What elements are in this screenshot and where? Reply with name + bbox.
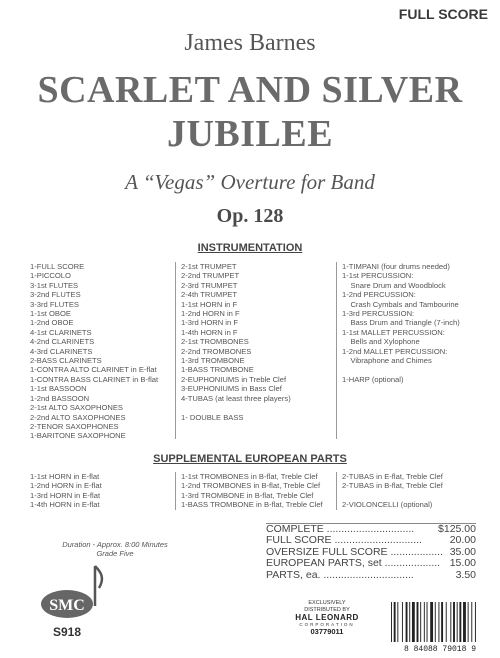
- part-item: 1-1st HORN in F: [181, 299, 238, 309]
- music-note-icon: [35, 560, 105, 640]
- price-value: 35.00: [449, 545, 476, 558]
- barcode: [385, 602, 495, 652]
- column-divider: [336, 472, 337, 510]
- price-label: PARTS, ea. ...............................: [266, 568, 414, 581]
- part-item: [181, 403, 331, 412]
- price-label: COMPLETE ..............................: [266, 523, 415, 535]
- part-item: 1-CONTRA BASS CLARINET in B-flat: [30, 374, 159, 384]
- barcode-bar: [406, 602, 408, 642]
- part-item: 1-3rd HORN in F: [181, 318, 238, 328]
- part-item: 3-3rd FLUTES: [30, 299, 79, 309]
- full-score-label: FULL SCORE: [398, 6, 488, 22]
- part-item: 2-2nd TROMBONES: [181, 346, 252, 356]
- distributor-block: [292, 600, 362, 636]
- distributor-name: HAL LEONARD: [295, 613, 359, 622]
- part-item: 1-2nd HORN in E-flat: [30, 481, 102, 491]
- part-item: 4-TUBAS (at least three players): [181, 393, 291, 403]
- barcode-bar: [438, 602, 439, 642]
- supplemental-column-2: [181, 472, 331, 510]
- instrumentation-column-2: [181, 262, 331, 422]
- part-item: 3-2nd FLUTES: [30, 290, 81, 300]
- part-item: Crash Cymbals and Tambourine: [342, 299, 459, 309]
- part-item: 2-EUPHONIUMS in Treble Clef: [181, 374, 287, 384]
- part-item: 4-2nd CLARINETS: [30, 337, 95, 347]
- distributor-corp: CORPORATION: [299, 622, 355, 627]
- barcode-bar: [417, 602, 419, 642]
- barcode-bar: [412, 602, 415, 642]
- barcode-bar: [450, 602, 451, 642]
- distributor-number: 03779011: [310, 627, 344, 636]
- part-item: 1-BASS TROMBONE in B-flat, Treble Clef: [181, 500, 323, 510]
- title-line-1: SCARLET AND SILVER: [37, 69, 463, 111]
- part-item: 1-TIMPANI (four drums needed): [342, 262, 450, 271]
- barcode-bar: [435, 602, 436, 642]
- barcode-bar: [427, 602, 428, 642]
- part-item: 1-3rd TROMBONE in B-flat, Treble Clef: [181, 490, 314, 500]
- price-row: [266, 558, 476, 569]
- part-item: Bells and Xylophone: [342, 337, 420, 347]
- price-list: [266, 523, 476, 581]
- part-item: 3-1st FLUTES: [30, 280, 79, 290]
- column-divider: [336, 262, 337, 439]
- part-item: 1-BASS TROMBONE: [181, 365, 254, 375]
- supplemental-column-3: [342, 472, 492, 510]
- part-item: 1-2nd TROMBONES in B-flat, Treble Clef: [181, 481, 321, 491]
- catalog-number: S918: [52, 625, 82, 639]
- grade-text: Grade Five: [96, 549, 134, 558]
- barcode-bar: [397, 602, 398, 642]
- barcode-bar: [391, 602, 392, 642]
- barcode-bar: [441, 602, 443, 642]
- instrumentation-heading: INSTRUMENTATION: [197, 242, 303, 254]
- part-item: 4-3rd CLARINETS: [30, 346, 93, 356]
- barcode-bar: [463, 602, 466, 642]
- barcode-bar: [424, 602, 425, 642]
- barcode-bar: [468, 602, 469, 642]
- price-label: FULL SCORE ..............................: [266, 534, 422, 547]
- part-item: Bass Drum and Triangle (7-inch): [342, 318, 460, 328]
- part-item: 2-4th TRUMPET: [181, 290, 237, 300]
- price-value: 15.00: [449, 557, 476, 570]
- price-label: OVERSIZE FULL SCORE ..................: [266, 545, 443, 558]
- barcode-bar: [457, 602, 458, 642]
- barcode-bar: [430, 602, 433, 642]
- barcode-bar: [446, 602, 447, 642]
- part-item: 1-2nd PERCUSSION:: [342, 290, 416, 300]
- distributor-line1: EXCLUSIVELY: [308, 600, 346, 606]
- part-item: 1-4th HORN in E-flat: [30, 500, 100, 510]
- duration-text: Duration - Approx. 8:00 Minutes: [62, 540, 168, 549]
- part-item: 1-2nd HORN in F: [181, 309, 240, 319]
- part-item: 1-BARITONE SAXOPHONE: [30, 431, 126, 441]
- part-item: 2-2nd ALTO SAXOPHONES: [30, 412, 126, 422]
- part-item: [342, 491, 492, 500]
- barcode-bar: [402, 602, 403, 642]
- part-item: 1-PICCOLO: [30, 271, 71, 281]
- barcode-bar: [453, 602, 455, 642]
- barcode-bar: [475, 602, 476, 642]
- part-item: 1-1st TROMBONES in B-flat, Treble Clef: [181, 472, 318, 481]
- barcode-bar: [420, 602, 421, 642]
- barcode-bar: [459, 602, 461, 642]
- price-value: 3.50: [455, 568, 476, 581]
- column-divider: [175, 472, 176, 510]
- title-line-2: JUBILEE: [166, 113, 334, 155]
- part-item: [342, 365, 492, 374]
- part-item: 4-1st CLARINETS: [30, 327, 92, 337]
- barcode-bar: [409, 602, 410, 642]
- smc-logo: [35, 560, 105, 640]
- part-item: 1-3rd PERCUSSION:: [342, 309, 415, 319]
- part-item: 1-1st PERCUSSION:: [342, 271, 414, 281]
- part-item: Vibraphone and Chimes: [342, 356, 432, 366]
- instrumentation-column-3: [342, 262, 492, 384]
- part-item: 1-1st OBOE: [30, 309, 71, 319]
- part-item: 1-3rd TROMBONE: [181, 356, 245, 366]
- barcode-digits: 8 84088 79018 9: [403, 645, 477, 652]
- part-item: 2-1st TROMBONES: [181, 337, 249, 347]
- duration-info: [40, 540, 190, 558]
- distributor-line2: DISTRIBUTED BY: [304, 606, 350, 613]
- part-item: 1-1st BASSOON: [30, 384, 87, 394]
- part-item: 2-1st ALTO SAXOPHONES: [30, 403, 123, 413]
- part-item: 1-2nd MALLET PERCUSSION:: [342, 346, 448, 356]
- part-item: 1-FULL SCORE: [30, 262, 85, 271]
- part-item: 2-TUBAS in B-flat, Treble Clef: [342, 481, 443, 491]
- logo-text: SMC: [49, 597, 85, 614]
- composer-name: James Barnes: [184, 30, 316, 56]
- part-item: 1-HARP (optional): [342, 374, 404, 384]
- part-item: 2-3rd TRUMPET: [181, 280, 238, 290]
- part-item: 2-TENOR SAXOPHONES: [30, 421, 119, 431]
- part-item: 1- DOUBLE BASS: [181, 412, 244, 422]
- supplemental-heading: SUPPLEMENTAL EUROPEAN PARTS: [153, 453, 347, 465]
- part-item: 1-4th HORN in F: [181, 327, 238, 337]
- part-item: 1-CONTRA ALTO CLARINET in E-flat: [30, 365, 157, 375]
- opus-number: Op. 128: [216, 205, 284, 227]
- subtitle: A “Vegas” Overture for Band: [125, 170, 375, 194]
- part-item: 2-TUBAS in E-flat, Treble Clef: [342, 472, 443, 481]
- price-row: [266, 570, 476, 581]
- instrumentation-column-1: [30, 262, 170, 441]
- part-item: 2-2nd TRUMPET: [181, 271, 240, 281]
- part-item: 1-2nd OBOE: [30, 318, 74, 328]
- price-value: $125.00: [438, 523, 476, 535]
- part-item: 2-VIOLONCELLI (optional): [342, 500, 433, 510]
- column-divider: [175, 262, 176, 439]
- part-item: 1-3rd HORN in E-flat: [30, 490, 101, 500]
- part-item: 2-1st TRUMPET: [181, 262, 237, 271]
- part-item: 1-1st MALLET PERCUSSION:: [342, 327, 445, 337]
- part-item: Snare Drum and Woodblock: [342, 280, 446, 290]
- price-label: EUROPEAN PARTS, set ...................: [266, 557, 441, 570]
- part-item: 3-EUPHONIUMS in Bass Clef: [181, 384, 282, 394]
- barcode-bar: [394, 602, 396, 642]
- part-item: 1-1st HORN in E-flat: [30, 472, 100, 481]
- part-item: 1-2nd BASSOON: [30, 393, 90, 403]
- part-item: 2-BASS CLARINETS: [30, 356, 102, 366]
- supplemental-column-1: [30, 472, 170, 510]
- price-value: 20.00: [449, 534, 476, 547]
- barcode-bar: [471, 602, 472, 642]
